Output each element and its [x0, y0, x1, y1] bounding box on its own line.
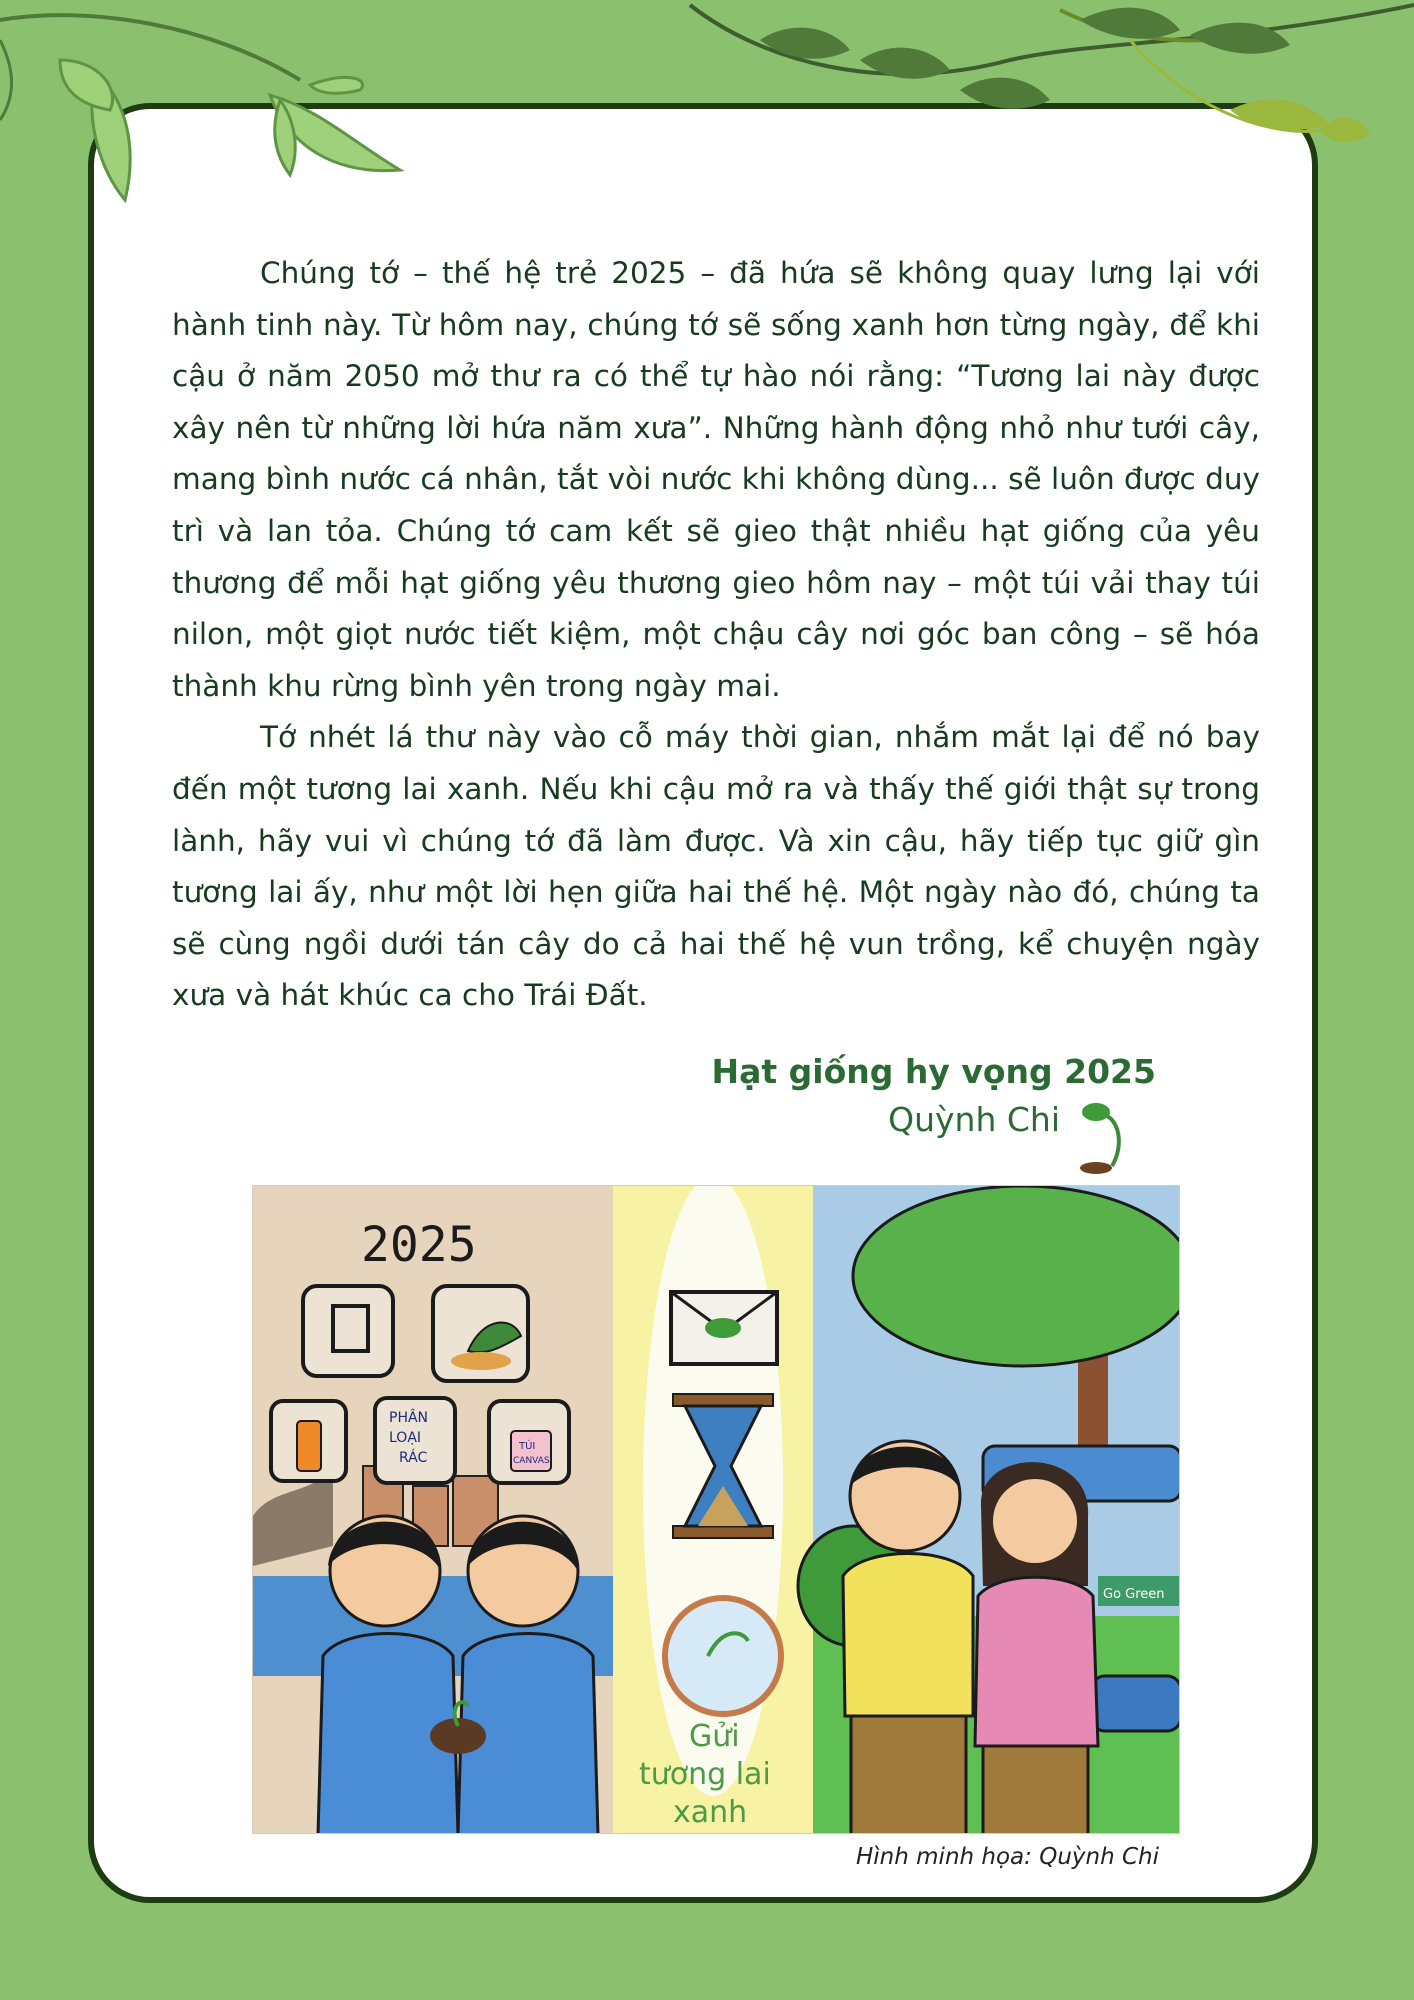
letter-body	[172, 248, 1260, 1022]
signature-name: Quỳnh Chi	[888, 1100, 1060, 1139]
letter-paragraph-2: Tớ nhét lá thư này vào cỗ máy thời gian, nhắm mắt lại để nó bay đến một tương lai xanh. Nếu khi cậu mở ra và thấy thế giới thật sự trong lành, hãy vui vì chúng tớ đã làm được. Và xin cậu, hãy tiếp tục giữ gìn tương lai ấy, như một lời hẹn giữa hai thế hệ. Một ngày nào đó, chúng ta sẽ cùng ngồi dưới tán cây do cả hai thế hệ vun trồng, kể chuyện ngày xưa và hát khúc ca cho Trái Đất.	[172, 720, 1260, 1013]
illustration-label-center-2: tương lai	[639, 1757, 771, 1792]
illustration-label-center-1: Gửi	[689, 1719, 740, 1754]
illustration-label-sort-waste-2: LOẠI	[389, 1430, 422, 1446]
seedling-icon	[1072, 1096, 1138, 1176]
illustration-label-shop: Go Green	[1103, 1587, 1165, 1602]
illustration-label-bag-1: TÚI	[519, 1441, 536, 1452]
letter-paragraph-1: Chúng tớ – thế hệ trẻ 2025 – đã hứa sẽ không quay lưng lại với hành tinh này. Từ hôm nay, chúng tớ sẽ sống xanh hơn từng ngày, để khi cậu ở năm 2050 mở thư ra có thể tự hào nói rằng: “Tương lai này được xây nên từ những lời hứa năm xưa”. Những hành động nhỏ như tưới cây, mang bình nước cá nhân, tắt vòi nước khi không dùng... sẽ luôn được duy trì và lan tỏa. Chúng tớ cam kết sẽ gieo thật nhiều hạt giống của yêu thương để mỗi hạt giống yêu thương gieo hôm nay – một túi vải thay túi nilon, một giọt nước tiết kiệm, một chậu cây nơi góc ban công – sẽ hóa thành khu rừng bình yên trong ngày mai.	[172, 256, 1260, 703]
illustration-caption: Hình minh họa: Quỳnh Chi	[856, 1844, 1159, 1870]
illustration-label-bag-2: CANVAS	[513, 1456, 550, 1466]
illustration-label-sort-waste-3: RÁC	[399, 1450, 428, 1466]
illustration-year-left: 2025	[361, 1217, 477, 1273]
illustration-label-center-3: xanh	[673, 1795, 748, 1830]
signature-title: Hạt giống hy vọng 2025	[711, 1052, 1156, 1091]
illustration-image	[252, 1185, 1180, 1834]
illustration-label-sort-waste-1: PHÂN	[389, 1410, 429, 1426]
